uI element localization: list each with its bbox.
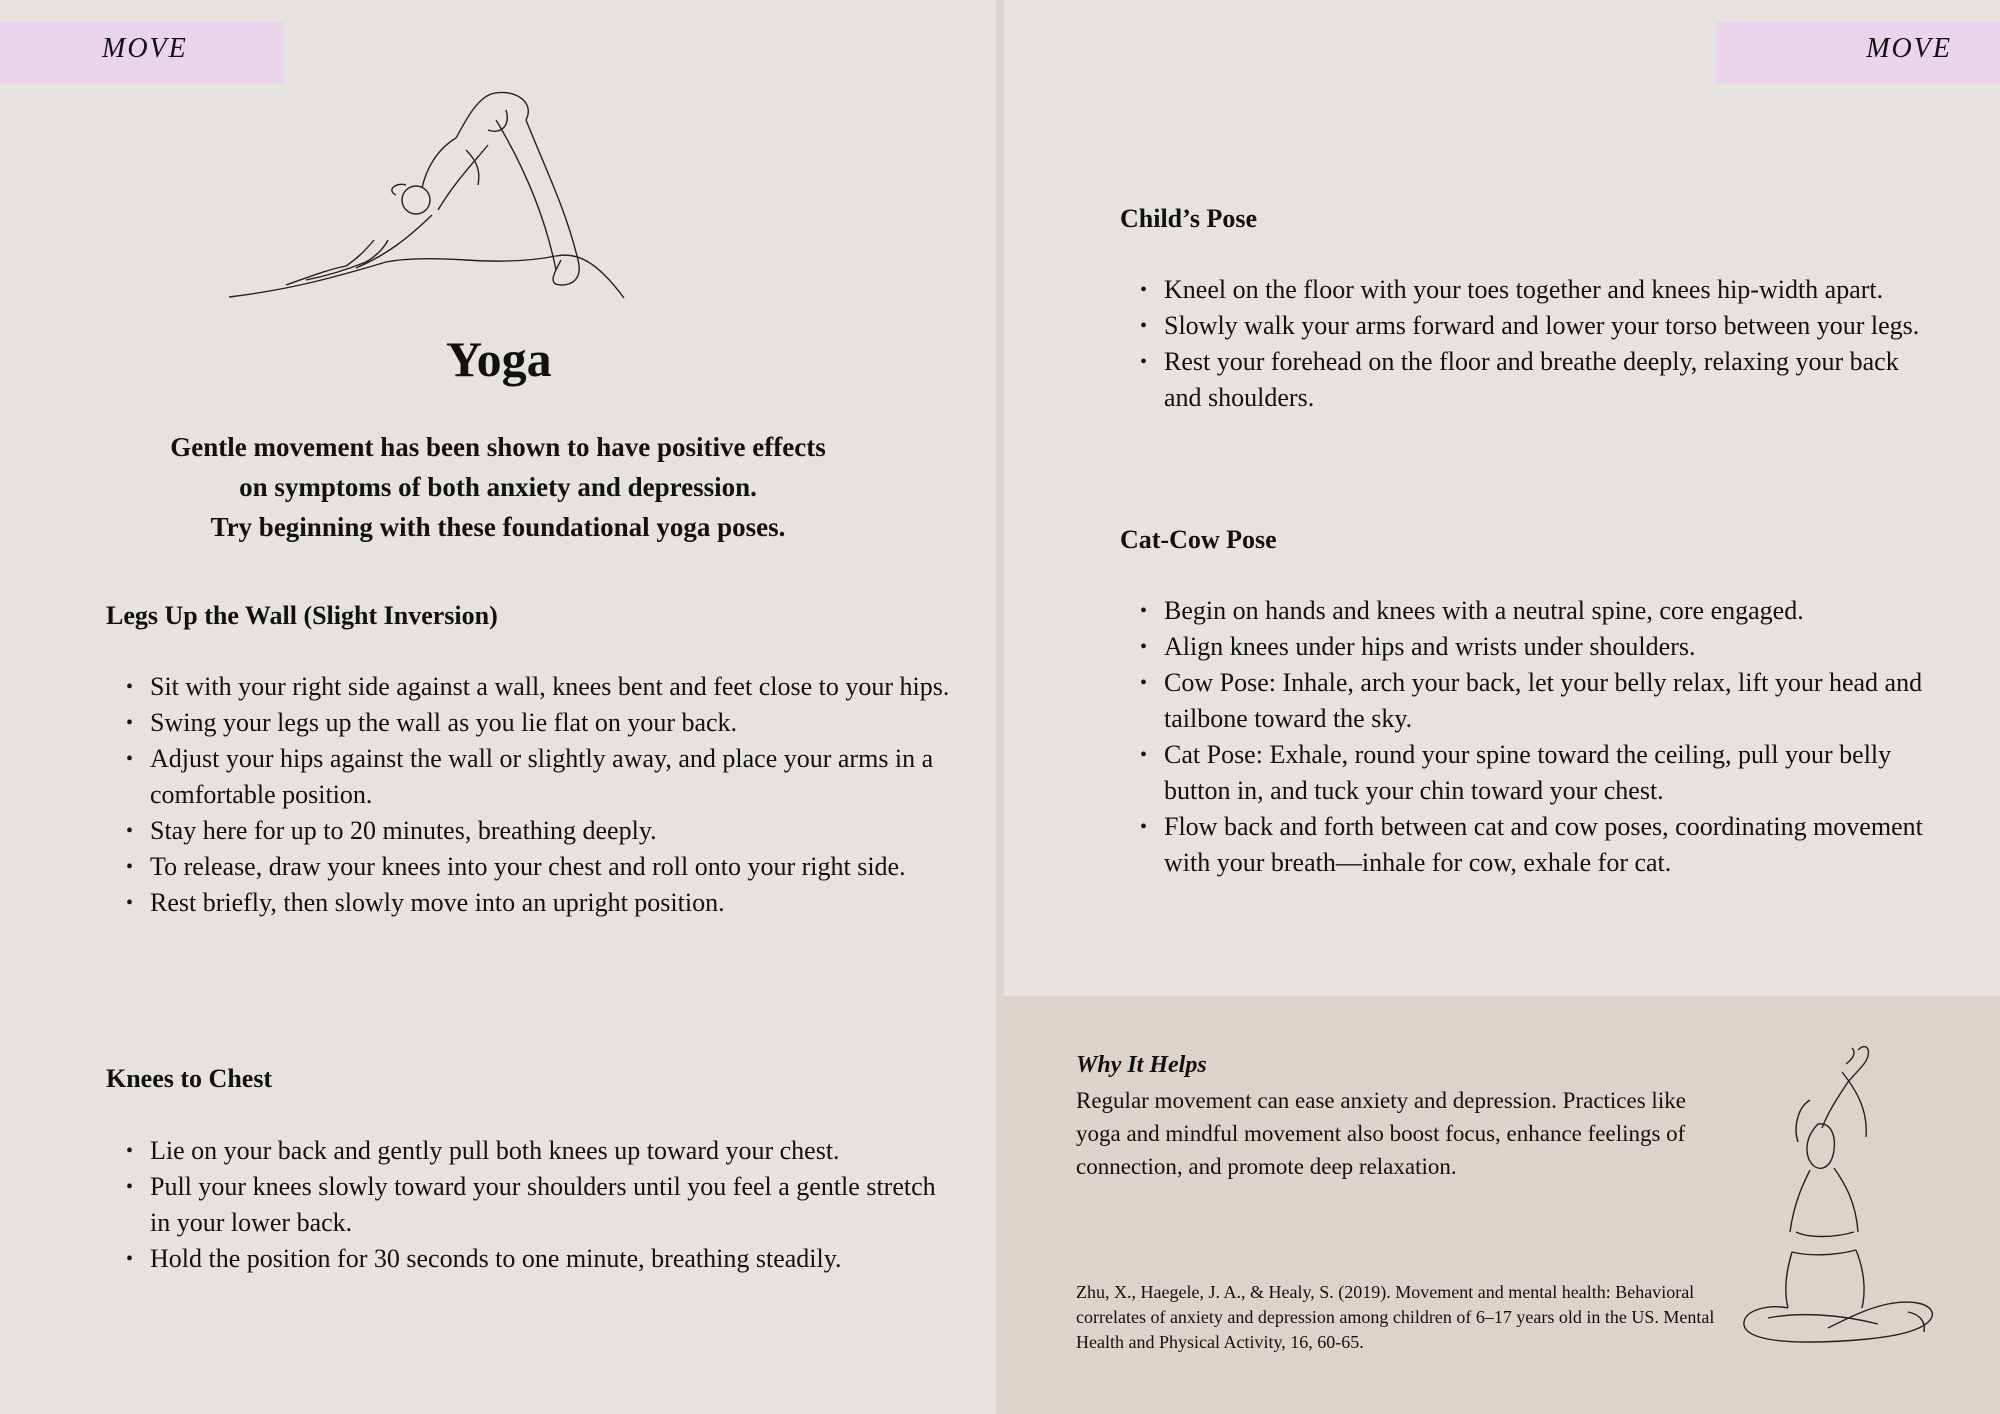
list-item: • Swing your legs up the wall as you lie flat on your back. <box>150 705 950 741</box>
list-item: • Kneel on the floor with your toes together and knees hip-width apart. <box>1164 272 1924 308</box>
intro-line: on symptoms of both anxiety and depression. <box>239 472 757 502</box>
list-item: • Flow back and forth between cat and cow poses, coordinating movement with your breath—inhale for cow, exhale for cat. <box>1164 809 1924 881</box>
list-item: • Stay here for up to 20 minutes, breathing deeply. <box>150 813 950 849</box>
page-gutter <box>996 0 1004 1414</box>
page-title: Yoga <box>446 331 552 387</box>
intro-paragraph <box>0 427 996 547</box>
section-tab-left <box>0 22 284 84</box>
list-item: • Cow Pose: Inhale, arch your back, let your belly relax, lift your head and tailbone toward the sky. <box>1164 665 1924 737</box>
left-page <box>0 0 996 1414</box>
intro-line: Gentle movement has been shown to have positive effects <box>170 432 826 462</box>
intro-line: Try beginning with these foundational yoga poses. <box>210 512 786 542</box>
section-tab-label: MOVE <box>102 33 188 64</box>
list-item: • Lie on your back and gently pull both knees up toward your chest. <box>150 1133 950 1169</box>
list-item: • Slowly walk your arms forward and lower your torso between your legs. <box>1164 308 1924 344</box>
list-item: • Cat Pose: Exhale, round your spine toward the ceiling, pull your belly button in, and tuck your chin toward your chest. <box>1164 737 1924 809</box>
section-heading-cat-cow-pose: Cat-Cow Pose <box>1120 525 1277 554</box>
childs-pose-steps <box>1120 272 1924 416</box>
list-item: • Rest your forehead on the floor and breathe deeply, relaxing your back and shoulders. <box>1164 344 1924 416</box>
knees-to-chest-steps <box>106 1133 950 1277</box>
why-it-helps-body: Regular movement can ease anxiety and depression. Practices like yoga and mindful movement also boost focus, enhance feelings of connection, and promote deep relaxation. <box>1076 1088 1686 1179</box>
list-item: • Align knees under hips and wrists under shoulders. <box>1164 629 1924 665</box>
section-tab-right <box>1716 22 2000 84</box>
list-item: • Adjust your hips against the wall or slightly away, and place your arms in a comfortable position. <box>150 741 950 813</box>
list-item: • Hold the position for 30 seconds to one minute, breathing steadily. <box>150 1241 950 1277</box>
downward-dog-illustration <box>226 90 676 305</box>
section-heading-knees-to-chest: Knees to Chest <box>106 1064 273 1093</box>
list-item: • Pull your knees slowly toward your shoulders until you feel a gentle stretch in your lower back. <box>150 1169 950 1241</box>
cat-cow-pose-steps <box>1120 593 1924 881</box>
section-tab-label: MOVE <box>1866 33 1952 64</box>
list-item: • Sit with your right side against a wall, knees bent and feet close to your hips. <box>150 669 950 705</box>
section-heading-childs-pose: Child’s Pose <box>1120 204 1257 233</box>
citation: Zhu, X., Haegele, J. A., & Healy, S. (2019). Movement and mental health: Behavioral correlates of anxiety and depression among children of 6–17 years old in the US. Mental Health and Physical Activity, 16, 60-65. <box>1076 1282 1715 1352</box>
list-item: • Begin on hands and knees with a neutral spine, core engaged. <box>1164 593 1924 629</box>
list-item: • To release, draw your knees into your chest and roll onto your right side. <box>150 849 950 885</box>
why-it-helps-title: Why It Helps <box>1076 1052 1207 1078</box>
legs-up-the-wall-steps <box>106 669 950 921</box>
why-it-helps-panel <box>1004 996 2000 1414</box>
section-heading-legs-up-the-wall: Legs Up the Wall (Slight Inversion) <box>106 601 498 630</box>
seated-stretch-illustration <box>1738 1042 1948 1372</box>
list-item: • Rest briefly, then slowly move into an upright position. <box>150 885 950 921</box>
